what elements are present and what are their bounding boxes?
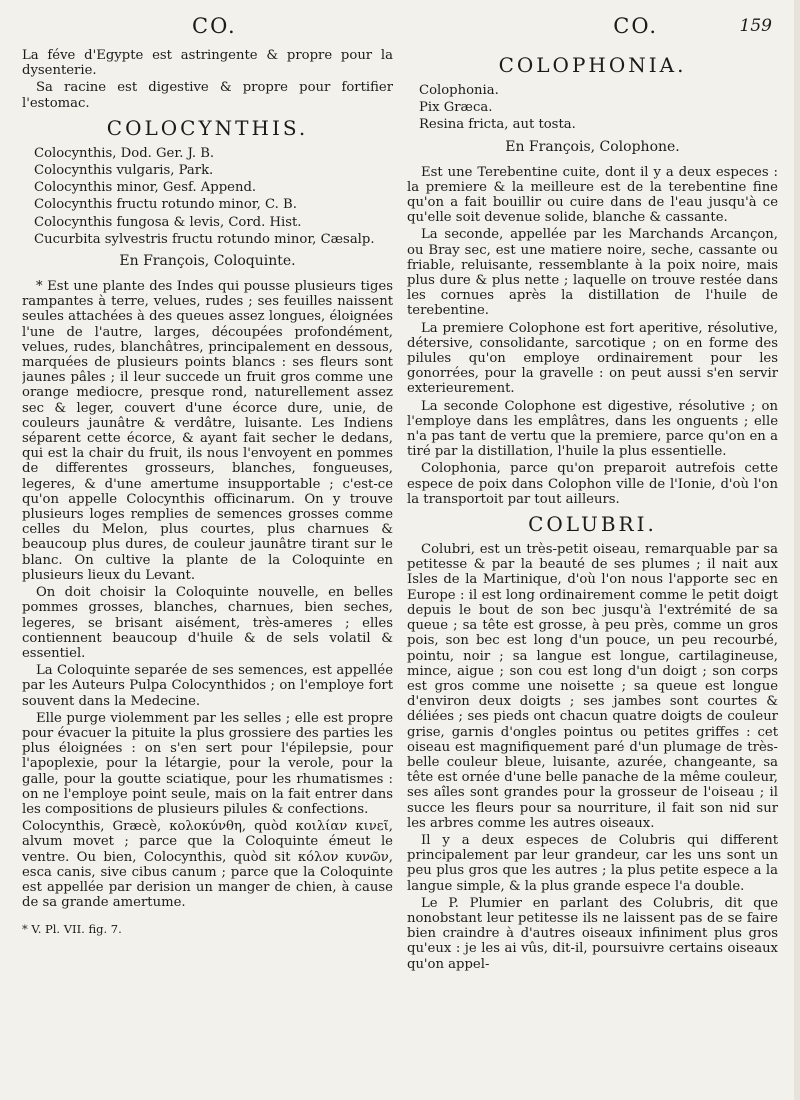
synonym: Cucurbita sylvestris fructu rotundo minor, Cæsalp.	[34, 231, 375, 247]
body-paragraph: On doit choisir la Coloquinte nouvelle, en belles pommes grosses, blanches, charnues, bien seches, legeres, se brisant aisément, très-ameres ; elles contiennent beaucoup d'huile & de sels volatil & essentiel.	[22, 585, 393, 661]
body-paragraph: * Est une plante des Indes qui pousse plusieurs tiges rampantes à terre, velues, rudes ; ses feuilles naissent seules attachées à des queues assez longues, éloignées l'une de l'autre, larges, découpées profondément, velues, rudes, blanchâtres, principalement en dessous, marquées de plusieurs points blancs : ses fleurs sont jaunes pâles ; il leur succede un fruit gros comme une orange mediocre, presque rond, naturellement assez sec & leger, couvert d'une écorce dure, unie, de couleurs jaunâtre & verdâtre, luisante. Les Indiens séparent cette écorce, & ayant fait secher le dedans, qui est la chair du fruit, ils nous l'envoyent en pommes de differentes grosseurs, blanches, fongueuses, legeres, & d'une amertume insupportable ; c'est-ce qu'on appelle Colocynthis officinarum. On y trouve plusieurs loges remplies de semences grosses comme celles du Melon, plus courtes, plus charnues & beaucoup plus dures, de couleur jaunâtre tirant sur le blanc. On cultive la plante de la Coloquinte en plusieurs lieux du Levant.	[22, 279, 393, 583]
body-paragraph: La premiere Colophone est fort aperitive, résolutive, détersive, consolidante, sarcotique ; on en forme des pilules qu'on employe ordinairement pour les gonorrées, pour la gravelle : on peut aussi s'en servir exterieurement.	[407, 320, 778, 397]
french-name: En François, Coloquinte.	[119, 253, 296, 270]
body-paragraph: Le P. Plumier en parlant des Colubris, dit que nonobstant leur petitesse ils ne laissent pas de se faire bien craindre à d'autres oiseaux infiniment plus gros qu'eux : je les ai vûs, dit-il, poursuivre certains oiseaux qu'on appel-	[407, 895, 778, 972]
body-paragraph: Est une Terebentine cuite, dont il y a deux especes : la premiere & la meilleure est de la terebentine fine qu'on a fait bouillir ou cuire dans de l'eau jusqu'à ce qu'elle soit devenue solide, blanche & cassante.	[407, 164, 778, 226]
body-paragraph: La seconde Colophone est digestive, résolutive ; on l'employe dans les emplâtres, dans les onguents ; elle n'a pas tant de vertu que la premiere, parce qu'on en a tiré par la distillation, l'huile la plus essentielle.	[407, 398, 778, 460]
synonym-list	[407, 83, 778, 133]
body-paragraph: Colubri, est un très-petit oiseau, remarquable par sa petitesse & par la beauté de ses plumes ; il nait aux Isles de la Martinique, d'où l'on nous l'apporte sec en Europe : il est long ordinairement comme le petit doigt depuis le bout de son bec jusqu'à l'extrémité de sa queue ; sa tête est grosse, à peu près, comme un gros pois, son bec est long d'un pouce, un peu recourbé, pointu, noir ; sa langue est longue, cartilagineuse, mince, aigue ; son cou est long d'un doigt ; son corps est gros comme une noisette ; sa queue est longue d'environ deux doigts ; ses jambes sont courtes & déliées ; ses pieds ont chacun quatre doigts de couleur grise, garnis d'ongles pointus ou petites griffes : cet oiseau est magnifiquement paré d'un plumage de très-belle couleur bleue, luisante, azurée, changeante, sa tête est ornée d'une belle panache de la même couleur, ses aîles sont grandes pour la grosseur de l'oiseau ; il succe les fleurs pour sa nourriture, il fait son nid sur les arbres comme les autres oiseaux.	[407, 542, 778, 831]
french-name: En François, Colophone.	[505, 138, 680, 155]
body-paragraph: Elle purge violemment par les selles ; elle est propre pour évacuer la pituite la plus grossiere des parties les plus éloignées : on s'en sert pour l'épilepsie, pour l'apoplexie, pour la létargie, pour la verole, pour la galle, pour la goutte sciatique, pour les rhumatismes : on ne l'employe point seule, mais on la fait entrer dans les compositions de plusieurs pilules & confections.	[22, 710, 393, 817]
two-column-body	[22, 48, 778, 974]
etymology-paragraph: Colophonia, parce qu'on preparoit autrefois cette espece de poix dans Colophon ville de l'Ionie, d'où l'on la transportoit par tout ailleurs.	[407, 461, 778, 507]
intro-paragraph: La féve d'Egypte est astringente & propre pour la dysenterie.	[22, 48, 393, 79]
etymology-paragraph: Colocynthis, Græcè, κολοκύνθη, quòd κοιλίαν κινεῖ, alvum movet ; parce que la Coloquinte émeut le ventre. Ou bien, Colocynthis, quòd sit κόλον κυνῶν, esca canis, sive cibus canum ; parce que la Coloquinte est appellée par derision un manger de chien, à cause de sa grande amertume.	[22, 819, 393, 911]
right-column	[407, 48, 778, 974]
header-right: CO.	[613, 14, 658, 38]
synonym: Colophonia.	[419, 83, 499, 98]
synonym: Resina fricta, aut tosta.	[419, 117, 576, 133]
synonym: Colocynthis vulgaris, Park.	[34, 163, 214, 179]
footnote: * V. Pl. VII. fig. 7.	[22, 922, 122, 937]
synonym-list	[22, 146, 393, 247]
synonym: Colocynthis, Dod. Ger. J. B.	[34, 145, 215, 161]
body-paragraph: Il y a deux especes de Colubris qui different principalement par leur grandeur, car les uns sont un peu plus gros que les autres ; la plus petite espece a la langue simple, & la plus grande espece l'a double.	[407, 832, 778, 894]
entry-title-colubri: COLUBRI.	[528, 512, 657, 537]
page-number: 159	[739, 16, 772, 36]
header-left: CO.	[192, 14, 237, 38]
entry-title-colophonia: COLOPHONIA.	[498, 53, 687, 77]
intro-paragraph: Sa racine est digestive & propre pour fortifier l'estomac.	[22, 80, 393, 111]
left-column	[22, 48, 393, 974]
synonym: Colocynthis minor, Gesf. Append.	[34, 180, 257, 196]
page-edge-shadow	[794, 0, 800, 1100]
synonym: Colocynthis fructu rotundo minor, C. B.	[34, 197, 297, 213]
running-header	[22, 14, 778, 48]
synonym: Colocynthis fungosa & levis, Cord. Hist.	[34, 214, 302, 230]
body-paragraph: La Coloquinte separée de ses semences, est appellée par les Auteurs Pulpa Colocynthidos ; on l'employe fort souvent dans la Medecine.	[22, 663, 393, 709]
entry-title-colocynthis: COLOCYNTHIS.	[106, 115, 309, 140]
synonym: Pix Græca.	[419, 100, 493, 116]
body-paragraph: La seconde, appellée par les Marchands Arcançon, ou Bray sec, est une matiere noire, seche, cassante ou friable, reluisante, ressemblante à la poix noire, mais plus dure & plus nette ; laquelle on trouve restée dans les cornues après la distillation de l'huile de terebentine.	[407, 227, 778, 319]
